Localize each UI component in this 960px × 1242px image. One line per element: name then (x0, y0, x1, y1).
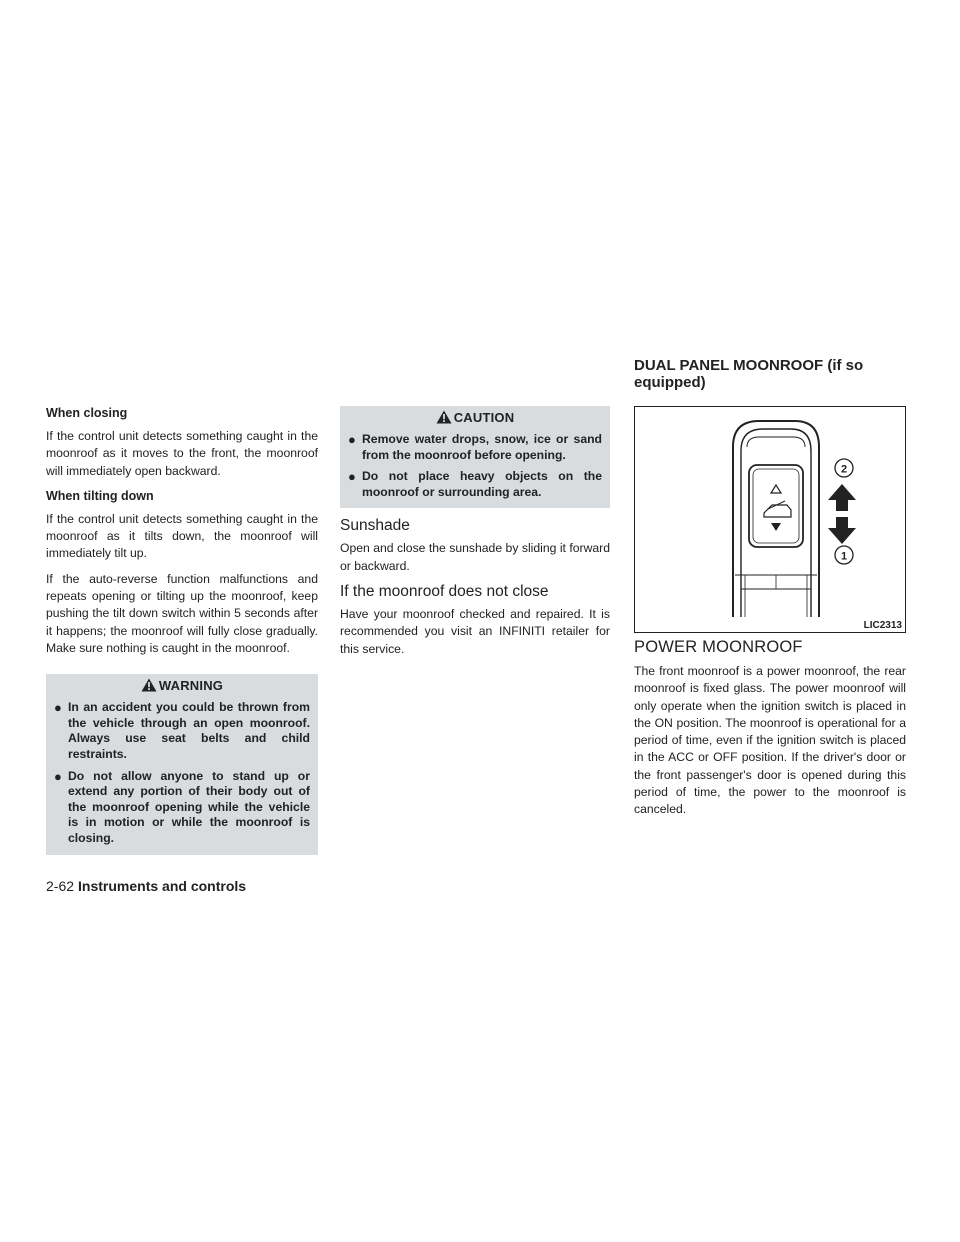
caution-item (348, 469, 602, 500)
warning-title-text: WARNING (158, 677, 224, 693)
warning-item (54, 769, 310, 847)
caution-item (348, 432, 602, 463)
when-tilting-text: If the control unit detects something caught in the moonroof as it tilts down, the moonroof will immediately tilt up. (46, 511, 318, 561)
column-right (634, 357, 906, 391)
caution-item-text: Remove water drops, snow, ice or sand from the moonroof before opening. (362, 432, 602, 462)
callout-2-label: 2 (840, 463, 848, 476)
warning-title (46, 674, 318, 696)
not-close-heading: If the moonroof does not close (340, 582, 549, 600)
footer-section-name: Instruments and controls (78, 878, 247, 894)
moonroof-switch-figure (634, 406, 906, 633)
bullet-dot-icon: ● (54, 700, 62, 716)
warning-item-text: Do not allow anyone to stand up or extend any portion of their body out of the moonroof opening while the vehicle is in motion or while the moonroof is closing. (68, 768, 310, 846)
caution-box (340, 406, 610, 508)
column-left (46, 405, 318, 855)
column-middle (340, 406, 610, 658)
power-moonroof-heading: POWER MOONROOF (634, 638, 803, 656)
caution-title-text: CAUTION (453, 409, 515, 425)
caution-item-text: Do not place heavy objects on the moonroof or surrounding area. (362, 469, 602, 499)
bullet-dot-icon: ● (348, 469, 356, 485)
page-footer (46, 878, 246, 894)
section-title: DUAL PANEL MOONROOF (if so equipped) (634, 357, 864, 391)
power-moonroof-text: The front moonroof is a power moonroof, the rear moonroof is fixed glass. The power moonroof will only operate when the ignition switch is placed in the ON position. The moonroof is operational for a period of time, even if the ignition switch is placed in the ACC or OFF position. If the driver's door or the front passenger's door is opened during this period of time, the power to the moonroof is canceled. (634, 664, 906, 817)
warning-item-text: In an accident you could be thrown from the vehicle through an open moonroof. Always use seat belts and child restraints. (68, 700, 310, 762)
warning-triangle-icon (436, 410, 452, 424)
bullet-dot-icon: ● (54, 768, 62, 784)
warning-item (54, 700, 310, 762)
bullet-dot-icon: ● (348, 432, 356, 447)
malfunction-text: If the auto-reverse function malfunctions and repeats opening or tilting up the moonroof, keep pushing the tilt down switch within 5 seconds after it happens; the moonroof will fully close gradually. Make sure nothing is caught in the moonroof. (46, 571, 318, 655)
sunshade-heading: Sunshade (340, 517, 410, 535)
caution-title (340, 406, 610, 428)
figure-id: LIC2313 (863, 620, 902, 631)
page-number: 2-62 (46, 878, 75, 894)
when-closing-text: If the control unit detects something caught in the moonroof as it moves to the front, the moonroof will immediately open backward. (46, 429, 318, 478)
when-tilting-heading: When tilting down (46, 488, 154, 503)
not-close-text: Have your moonroof checked and repaired. It is recommended you visit an INFINITI retailer for this service. (340, 606, 610, 656)
warning-triangle-icon (141, 678, 157, 692)
sunshade-text: Open and close the sunshade by sliding it forward or backward. (340, 541, 610, 573)
warning-list (46, 696, 318, 854)
column-right-body (634, 638, 906, 819)
caution-list (340, 428, 610, 508)
callout-1-label: 1 (840, 550, 848, 563)
moonroof-switch-illustration (635, 407, 905, 632)
warning-box (46, 674, 318, 854)
when-closing-heading: When closing (46, 406, 128, 420)
